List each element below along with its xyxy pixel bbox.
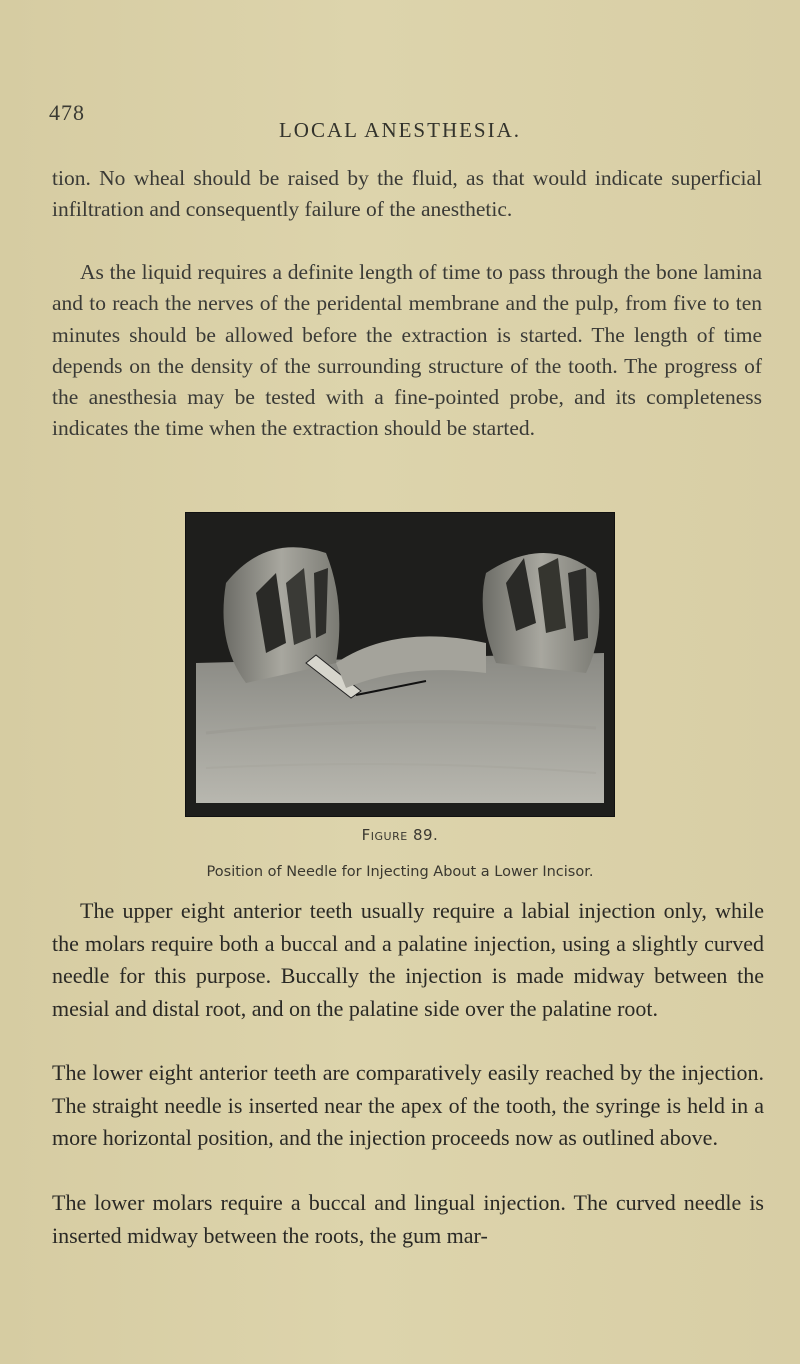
running-title: LOCAL ANESTHESIA. xyxy=(278,118,522,142)
paragraph-5: The lower molars require a buccal and lingual injection. The curved needle is inserted midway between the roots, the gum mar- xyxy=(52,1190,764,1248)
page-number: 478 xyxy=(49,100,85,125)
paragraph-3: The upper eight anterior teeth usually require a labial injection only, while the molars require both a buccal and a palatine injection, using a slightly curved needle for this purpose. Buccally the injection is made midway between the mesial and distal root, and on the palatine side over the palatine root. xyxy=(52,898,764,1021)
figure-photograph xyxy=(185,512,615,817)
paragraph-1: tion. No wheal should be raised by the fluid, as that would indicate superficial infiltration and consequently failure of the anesthetic. xyxy=(52,166,762,222)
figure-caption: Position of Needle for Injecting About a Lower Incisor. xyxy=(206,864,594,880)
dental-model-photo xyxy=(186,513,614,816)
paragraph-4: The lower eight anterior teeth are comparatively easily reached by the injection. The straight needle is inserted near the apex of the tooth, the syringe is held in a more horizontal position, and the injection proceeds now as outlined above. xyxy=(52,1060,764,1151)
figure-label: Figure 89. xyxy=(361,826,439,844)
tooth-left-3 xyxy=(314,568,328,638)
paragraph-2: As the liquid requires a definite length of time to pass through the bone lamina and to reach the nerves of the peridental membrane and the pulp, from five to ten minutes should be allowed before the extraction is started. The length of time depends on the density of the surrounding structure of the tooth. The progress of the anesthesia may be tested with a fine-pointed probe, and its completeness indicates the time when the extraction should be started. xyxy=(52,260,762,441)
